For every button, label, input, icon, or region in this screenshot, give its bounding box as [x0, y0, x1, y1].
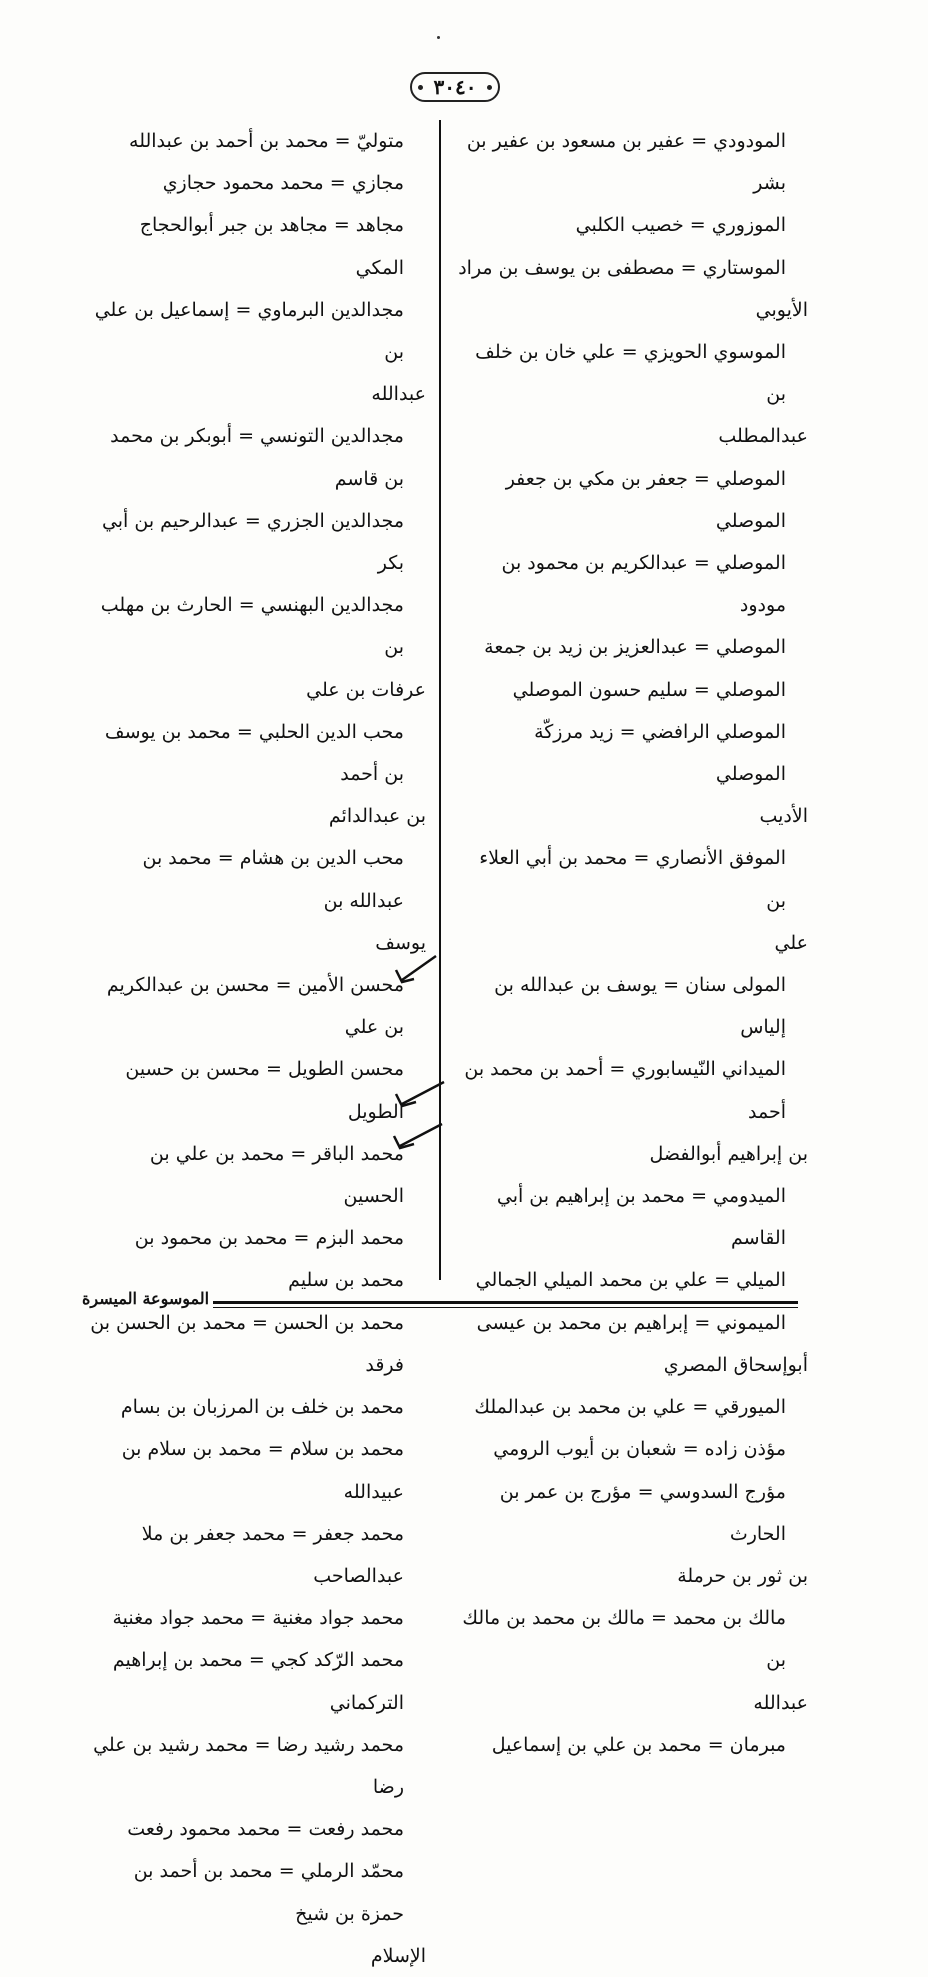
entry-line: مؤذن زاده = شعبان بن أيوب الرومي [493, 1438, 786, 1461]
entry-line: الموصلي = سليم حسون الموصلي [512, 678, 786, 701]
entry-line: محسن الطويل = محسن بن حسين الطويل [125, 1058, 404, 1123]
entry-line: مالك بن محمد = مالك بن محمد بن مالك بن [462, 1607, 786, 1672]
entry-line: محب الدين الحلبي = محمد بن يوسف بن أحمد [104, 720, 404, 786]
index-entry [458, 247, 808, 331]
index-entry [458, 204, 808, 246]
entry-continuation: عبدالله [753, 1691, 808, 1714]
index-entry [88, 1850, 426, 1977]
index-entry [458, 837, 808, 964]
entry-line: متوليّ = محمد بن أحمد بن عبدالله [129, 130, 404, 152]
entry-line: الميورقي = علي بن محمد بن عبدالملك [474, 1396, 786, 1419]
index-entry [88, 289, 426, 416]
footer-rule-thick [202, 1301, 798, 1304]
index-entry [88, 204, 426, 288]
index-entry [458, 1048, 808, 1175]
entry-line: محمد البزم = محمد بن محمود بن محمد بن سليم [134, 1227, 404, 1292]
entry-line: مجدالدين التونسي = أبوبكر بن محمد بن قاسم [110, 425, 404, 490]
entry-continuation: الأيوبي [755, 298, 808, 321]
entry-continuation: يوسف [375, 931, 426, 954]
entry-line: الموفق الأنصاري = محمد بن أبي العلاء بن [479, 847, 786, 912]
index-entry [458, 458, 808, 542]
entry-line: محب الدين بن هشام = محمد بن عبدالله بن [142, 847, 404, 912]
index-entry [458, 1428, 808, 1470]
index-entry [458, 331, 808, 458]
ink-dot [437, 36, 440, 39]
entry-line: محمد بن سلام = محمد بن سلام بن عبيدالله [121, 1438, 404, 1503]
entry-line: محمد رفعت = محمد محمود رفعت [127, 1818, 404, 1841]
entry-line: محمّد الرملي = محمد بن أحمد بن حمزة بن شيخ [133, 1860, 404, 1925]
index-entry [88, 1639, 426, 1723]
entry-continuation: عبدالله [371, 383, 426, 406]
entry-line: الميداني النّيسابوري = أحمد بن محمد بن أحمد [464, 1058, 786, 1123]
footer [82, 1287, 798, 1317]
index-entry [88, 1597, 426, 1639]
index-entry [88, 415, 426, 499]
index-entry [458, 711, 808, 838]
entry-continuation: الأديب [759, 805, 808, 828]
entry-line: الميموني = إبراهيم بن محمد بن عيسى [476, 1311, 786, 1334]
index-entry [458, 1471, 808, 1598]
entry-line: مجاهد = مجاهد بن جبر أبوالحجاج المكي [139, 214, 404, 279]
pen-check-mark-icon [388, 952, 440, 986]
entry-line: مجدالدين البرماوي = إسماعيل بن علي بن [94, 298, 404, 364]
entry-line: محمد رشيد رضا = محمد رشيد بن علي رضا [93, 1733, 404, 1798]
entry-line: مبرمان = محمد بن علي بن إسماعيل [491, 1733, 786, 1756]
entry-line: مؤرج السدوسي = مؤرج بن عمر بن الحارث [499, 1480, 786, 1545]
entry-line: الميدومي = محمد بن إبراهيم بن أبي القاسم [496, 1185, 786, 1250]
index-entry [458, 626, 808, 668]
entry-line: الموزوري = خصيب الكلبي [575, 214, 786, 237]
footer-title: الموسوعة الميسرة [82, 1289, 213, 1308]
entry-line: محمد الباقر = محمد بن علي بن الحسين [149, 1142, 404, 1208]
entry-line: المودودي = عفير بن مسعود بن عفير بن بشر [466, 130, 786, 195]
page-number: ٣٠٤٠ [433, 75, 477, 99]
entry-line: المولى سنان = يوسف بن عبدالله بن إلياس [494, 974, 786, 1039]
index-entry [458, 964, 808, 1048]
entry-continuation: بن عبدالدائم [328, 805, 426, 828]
pen-check-mark-icon [388, 1078, 448, 1112]
entry-line: محمد جواد مغنية = محمد جواد مغنية [112, 1607, 404, 1630]
entry-continuation: عرفات بن علي [306, 678, 426, 701]
index-entry [88, 1133, 426, 1217]
entry-continuation: بن إبراهيم أبوالفضل [649, 1142, 808, 1165]
entry-line: محسن الأمين = محسن بن عبدالكريم بن علي [106, 974, 404, 1039]
entry-continuation: أبوإسحاق المصري [663, 1353, 808, 1376]
index-entry [88, 1428, 426, 1512]
index-entry [88, 964, 426, 1048]
entry-continuation: الإسلام [370, 1944, 426, 1967]
entry-continuation: علي [774, 931, 808, 954]
index-entry [88, 584, 426, 711]
entry-line: الموستاري = مصطفى بن يوسف بن مراد [458, 256, 786, 279]
entry-line: محمد جعفر = محمد جعفر بن ملا عبدالصاحب [141, 1522, 404, 1587]
index-entry [88, 837, 426, 964]
index-entry [88, 711, 426, 838]
index-entry [88, 1724, 426, 1808]
index-entry [458, 669, 808, 711]
right-column [458, 120, 808, 1766]
entry-line: الميلي = علي بن محمد الميلي الجمالي [475, 1269, 786, 1292]
index-entry [458, 120, 808, 204]
index-entry [458, 1597, 808, 1724]
entry-line: مجدالدين الجزري = عبدالرحيم بن أبي بكر [101, 509, 404, 575]
index-entry [458, 1175, 808, 1259]
index-entry [458, 542, 808, 626]
entry-line: محمد الرّكد كجي = محمد بن إبراهيم التركماني [112, 1649, 404, 1714]
entry-line: مجدالدين البهنسي = الحارث بن مهلب بن [100, 594, 404, 659]
index-entry [88, 1808, 426, 1850]
index-entry [458, 1386, 808, 1428]
entry-continuation: بن ثور بن حرملة [677, 1564, 808, 1587]
entry-line: الموصلي الرافضي = زيد مرزكّة الموصلي [534, 720, 786, 786]
entry-line: محمد بن خلف بن المرزبان بن بسام [120, 1396, 404, 1419]
entry-continuation: عبدالمطلب [718, 425, 808, 448]
entry-line: محمد بن الحسن = محمد بن الحسن بن فرقد [90, 1311, 404, 1376]
index-entry [88, 1386, 426, 1428]
index-entry [458, 1724, 808, 1766]
index-entry [88, 120, 426, 162]
entry-line: الموصلي = عبدالكريم بن محمود بن مودود [501, 552, 786, 617]
index-entry [88, 500, 426, 584]
page-number-badge [410, 72, 500, 102]
index-entry [88, 1513, 426, 1597]
entry-line: الموصلي = جعفر بن مكي بن جعفر الموصلي [505, 467, 786, 532]
footer-rule-thin [202, 1307, 798, 1308]
entry-line: الموسوي الحويزي = علي خان بن خلف بن [475, 341, 786, 406]
left-column [88, 120, 426, 1977]
pen-check-mark-icon [386, 1120, 446, 1154]
entry-line: مجازي = محمد محمود حجازي [162, 172, 404, 195]
index-entry [88, 1048, 426, 1132]
entry-line: الموصلي = عبدالعزيز بن زيد بن جمعة [484, 636, 786, 659]
index-entry [88, 162, 426, 204]
